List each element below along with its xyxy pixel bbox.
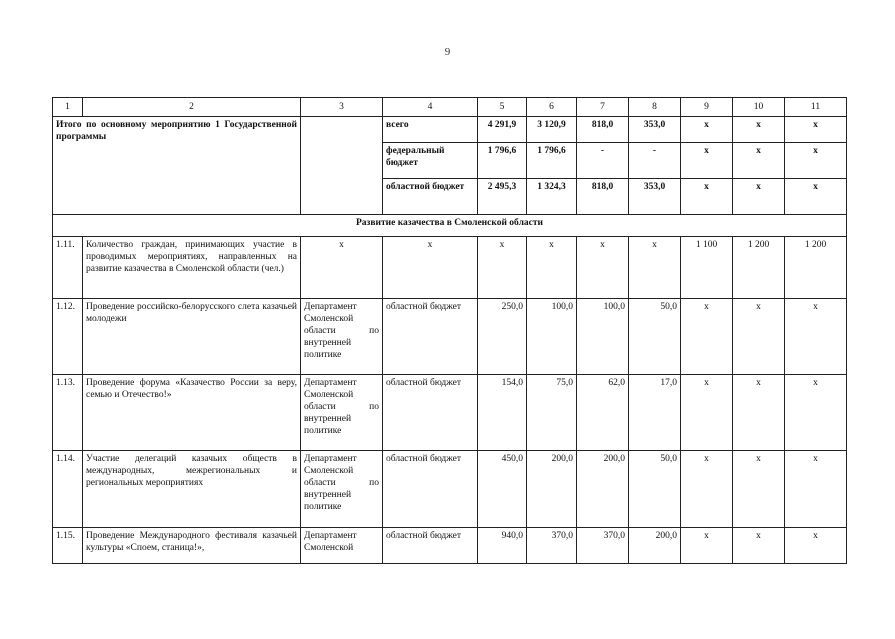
funding-source: областной бюджет xyxy=(383,299,478,375)
activity-name: Проведение российско-белорусского слета казачьей молодежи xyxy=(83,299,301,375)
funding-source: областной бюджет xyxy=(383,528,478,564)
value-cell: x xyxy=(681,143,733,179)
value-cell: 370,0 xyxy=(527,528,577,564)
col-number: 8 xyxy=(629,98,681,117)
total-row xyxy=(53,117,847,143)
value-cell: 1 200 xyxy=(733,237,785,299)
col-number: 7 xyxy=(577,98,629,117)
col-number: 6 xyxy=(527,98,577,117)
executor-line: Департамент xyxy=(304,378,357,388)
activity-name: Количество граждан, принимающих участие в проводимых мероприятиях, направленных на развитие казачества в Смоленской области (чел.) xyxy=(83,237,301,299)
executor-line: области по xyxy=(304,402,379,412)
executor-line: политике xyxy=(304,426,342,436)
value-cell: x xyxy=(478,237,527,299)
funding-source: федеральный бюджет xyxy=(383,143,478,179)
value-cell: x xyxy=(681,299,733,375)
funding-source: областной бюджет xyxy=(383,179,478,215)
value-cell: x xyxy=(733,117,785,143)
value-cell: x xyxy=(785,451,847,528)
total-executor-empty xyxy=(301,117,383,215)
value-cell: 818,0 xyxy=(577,117,629,143)
value-cell: 200,0 xyxy=(527,451,577,528)
value-cell: x xyxy=(733,299,785,375)
value-cell: 2 495,3 xyxy=(478,179,527,215)
value-cell: - xyxy=(629,143,681,179)
value-cell: 1 324,3 xyxy=(527,179,577,215)
executor-line: Смоленской xyxy=(304,314,354,324)
value-cell: x xyxy=(681,528,733,564)
value-cell: 200,0 xyxy=(577,451,629,528)
funding-source: всего xyxy=(383,117,478,143)
value-cell: 200,0 xyxy=(629,528,681,564)
executor-line: Департамент xyxy=(304,454,357,464)
col-number: 9 xyxy=(681,98,733,117)
executor: x xyxy=(301,237,383,299)
value-cell: 1 100 xyxy=(681,237,733,299)
row-number: 1.13. xyxy=(53,375,83,451)
value-cell: 940,0 xyxy=(478,528,527,564)
funding-source: областной бюджет xyxy=(383,451,478,528)
table-row xyxy=(53,375,847,451)
value-cell: 250,0 xyxy=(478,299,527,375)
value-cell: 100,0 xyxy=(577,299,629,375)
value-cell: 1 796,6 xyxy=(527,143,577,179)
executor xyxy=(301,299,383,375)
executor-line: политике xyxy=(304,502,342,512)
value-cell: 3 120,9 xyxy=(527,117,577,143)
table-row xyxy=(53,528,847,564)
row-number: 1.11. xyxy=(53,237,83,299)
table-row xyxy=(53,451,847,528)
executor-line: внутренней xyxy=(304,414,352,424)
row-number: 1.12. xyxy=(53,299,83,375)
activity-name: Участие делегаций казачьих обществ в международных, межрегиональных и региональных мероприятиях xyxy=(83,451,301,528)
col-number: 2 xyxy=(83,98,301,117)
col-number: 11 xyxy=(785,98,847,117)
value-cell: 1 200 xyxy=(785,237,847,299)
page-number: 9 xyxy=(444,46,451,58)
value-cell: x xyxy=(733,451,785,528)
col-number: 3 xyxy=(301,98,383,117)
value-cell: x xyxy=(785,528,847,564)
value-cell: x xyxy=(785,179,847,215)
executor-line: внутренней xyxy=(304,338,352,348)
executor-line: политике xyxy=(304,350,342,360)
value-cell: 1 796,6 xyxy=(478,143,527,179)
section-title: Развитие казачества в Смоленской области xyxy=(53,215,847,237)
value-cell: x xyxy=(577,237,629,299)
activity-name: Проведение Международного фестиваля казачьей культуры «Споем, станица!», xyxy=(83,528,301,564)
value-cell: x xyxy=(527,237,577,299)
value-cell: 154,0 xyxy=(478,375,527,451)
value-cell: x xyxy=(785,143,847,179)
executor-line: Департамент xyxy=(304,302,357,312)
value-cell: 370,0 xyxy=(577,528,629,564)
activity-name: Проведение форума «Казачество России за веру, семью и Отечество!» xyxy=(83,375,301,451)
executor-line: области по xyxy=(304,326,379,336)
value-cell: x xyxy=(629,237,681,299)
value-cell: x xyxy=(733,375,785,451)
value-cell: x xyxy=(681,451,733,528)
value-cell: x xyxy=(681,375,733,451)
funding-source: областной бюджет xyxy=(383,375,478,451)
col-number: 4 xyxy=(383,98,478,117)
value-cell: 17,0 xyxy=(629,375,681,451)
funding-source: x xyxy=(383,237,478,299)
executor-line: Смоленской xyxy=(304,543,354,553)
value-cell: x xyxy=(785,299,847,375)
executor-line: Департамент xyxy=(304,531,357,541)
value-cell: - xyxy=(577,143,629,179)
value-cell: x xyxy=(733,143,785,179)
table-row xyxy=(53,237,847,299)
value-cell: x xyxy=(785,117,847,143)
value-cell: 75,0 xyxy=(527,375,577,451)
value-cell: x xyxy=(733,179,785,215)
col-number: 10 xyxy=(733,98,785,117)
value-cell: x xyxy=(681,179,733,215)
value-cell: 450,0 xyxy=(478,451,527,528)
section-row xyxy=(53,215,847,237)
value-cell: x xyxy=(785,375,847,451)
col-number: 1 xyxy=(53,98,83,117)
value-cell: 353,0 xyxy=(629,179,681,215)
executor-line: Смоленской xyxy=(304,466,354,476)
col-number: 5 xyxy=(478,98,527,117)
table-row xyxy=(53,299,847,375)
value-cell: x xyxy=(733,528,785,564)
value-cell: 50,0 xyxy=(629,299,681,375)
program-table xyxy=(52,97,847,564)
value-cell: 100,0 xyxy=(527,299,577,375)
row-number: 1.15. xyxy=(53,528,83,564)
value-cell: x xyxy=(681,117,733,143)
executor-line: внутренней xyxy=(304,490,352,500)
column-number-row xyxy=(53,98,847,117)
value-cell: 4 291,9 xyxy=(478,117,527,143)
executor-line: области по xyxy=(304,478,379,488)
executor xyxy=(301,375,383,451)
total-label: Итого по основному мероприятию 1 Государственной программы xyxy=(53,117,301,215)
executor xyxy=(301,528,383,564)
value-cell: 62,0 xyxy=(577,375,629,451)
value-cell: 353,0 xyxy=(629,117,681,143)
row-number: 1.14. xyxy=(53,451,83,528)
executor-line: Смоленской xyxy=(304,390,354,400)
value-cell: 818,0 xyxy=(577,179,629,215)
executor xyxy=(301,451,383,528)
value-cell: 50,0 xyxy=(629,451,681,528)
